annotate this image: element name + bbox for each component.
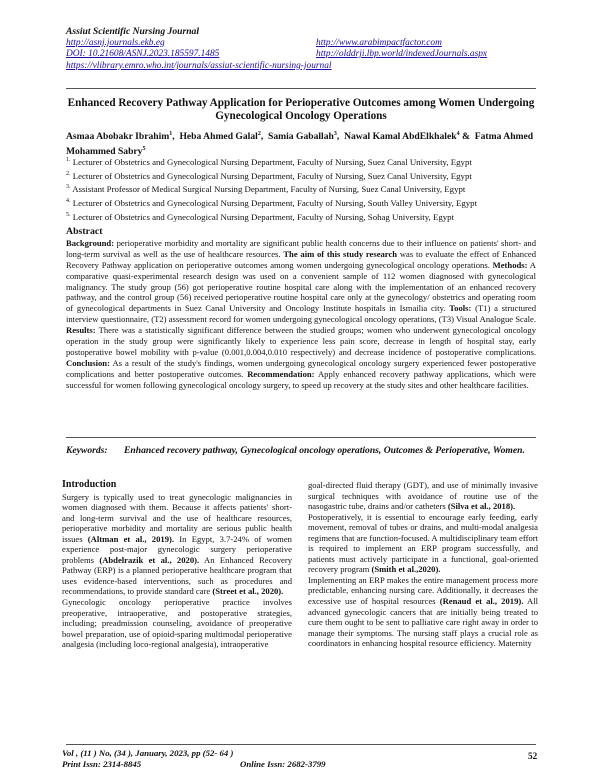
doi-link[interactable]: DOI: 10.21608/ASNJ.2023.185597.1485 [66, 49, 220, 60]
paragraph: Surgery is typically used to treat gynecologic malignancies in women diagnosed with them. Because it affects patients' short- and long-term survival and the use of healthcare resources, perioperative morbidity and mortality are serious public health issues (Altman et al., 2019). In Egypt, 3.7-24% of women experience post-major gynecologic surgery perioperative problems (Abdelrazik et al., 2020). An Enhanced Recovery Pathway (ERP) is a planned perioperative healthcare program that uses evidence-based interventions, such as procedures and recommendations, to provide standard care (Street et al., 2020). [62, 491, 292, 597]
affiliation-list [66, 155, 536, 224]
author: Nawal Kamal AbdElkhalek [344, 131, 457, 143]
footer-rule [66, 744, 536, 745]
paragraph: Implementing an ERP makes the entire management process more predictable, enhancing nursing care. Additionally, it decreases the excessive use of hospital resources (Renaud et al., 2019). All advanced gynecologic cancers that are initially being treated to cure them ought to be sent to palliative care right away in order to manage their symptoms. The nursing staff plays a crucial role as coordinators in enhancing hospital resource efficiency. Maternity [308, 574, 538, 649]
paragraph: goal-directed fluid therapy (GDT), and use of minimally invasive surgical techniques with avoidance of routine use of the nasogastric tube, drains and/or catheters (Silva et al., 2018). [308, 480, 538, 512]
affiliation: $^{2.}$ Lecturer of Obstetrics and Gynecological Nursing Department, Faculty of Nursing, Suez Canal University, Egypt [66, 170, 472, 181]
keywords-value: Enhanced recovery pathway, Gynecological oncology operations, Outcomes & Perioperative, Women. [124, 445, 525, 456]
affiliation: $^{5.}$ Lecturer of Obstetrics and Gynecological Nursing Department, Faculty of Nursing, Sohag University, Egypt [66, 211, 454, 222]
affiliation: $^{3.}$ Assistant Professor of Medical Surgical Nursing Department, Faculty of Nursing, Suez Canal University, Egypt [66, 184, 466, 195]
print-issn: Print Issn: 2314-8845 [62, 759, 142, 769]
emro-link[interactable]: https://vlibrary.emro.who.int/journals/assiut-scientific-nursing-journal [66, 60, 332, 71]
journal-link[interactable]: http://asnj.journals.ekb.eg [66, 37, 165, 48]
online-issn: Online Issn: 2682-3799 [240, 759, 326, 769]
author: Samia Gaballah [268, 131, 334, 143]
author-list: Asmaa Abobakr Ibrahim$^1$, Heba Ahmed Galal$^2$, Samia Gaballah$^3$, Nawal Kamal AbdElkhalek$^4$ & Fatma Ahmed Mohammed Sabry$^5$ [66, 131, 534, 158]
abstract [66, 227, 536, 391]
abstract-heading: Abstract [66, 226, 103, 237]
abstract-rule [66, 437, 536, 438]
author: Heba Ahmed Galal [179, 131, 258, 143]
abstract-body: Background: perioperative morbidity and mortality are significant public health concerns due to their influence on patients' short- and long-term survival as well as the use of healthcare resources. The aim of this study research was to evaluate the effect of Enhanced Recovery Pathway application on perioperative outcomes among women undergoing gynecological oncology operations. Methods: A comparative quasi-experimental research design was used on a convenient sample of 112 women diagnosed with gynecological malignancy. The study group (56) got perioperative routine hospital care along with the implementation of an enhanced recovery pathway, and the control group (56) received perioperative routine hospital care only at the gynecology/ obstetrics and operating room of gynecological departments in Suez Canal University and Oncology Institute hospitals in Ismailia city. Tools: (T1) a structured interview questionnaire, (T2) assessment record for women undergoing gynecological oncology operations, (T3) Visual Analogue Scale. Results: There was a statistically significant difference between the studied groups; women who underwent gynecological oncology operation in the study group were significantly likely to experience less pain score, decrease in length of hospital stay, early postoperative bowel mobility with p-value (0.001,0.004,0.010 respectively) and decrease incidence of postoperative complications. Conclusion: As a result of the study's findings, women undergoing gynecological oncology surgery experienced fewer postoperative complications and better postoperative outcomes. Recommendation: Apply enhanced recovery pathway applications, which were successful for women following gynecological oncology surgery, to speed up recovery at the study sites and other healthcare facilities. [66, 237, 536, 390]
arab-impact-link[interactable]: http://www.arabimpactfactor.com [316, 37, 442, 48]
page-number: 52 [528, 751, 538, 761]
paragraph: Postoperatively, it is essential to encourage early feeding, early movement, removal of tubes or drains, and multi-modal analgesia regimens that are function-focused. A multidisciplinary team effort is required to implement an ERP program successfully, and patients must actively participate in a functional, goal-oriented recovery program (Smith et al.,2020). [308, 511, 538, 575]
affiliation: $^{1.}$ Lecturer of Obstetrics and Gynecological Nursing Department, Faculty of Nursing, Suez Canal University, Egypt [66, 156, 472, 167]
journal-title: Assiut Scientific Nursing Journal [66, 26, 200, 37]
intro-heading: Introduction [62, 479, 117, 490]
paragraph: Gynecologic oncology perioperative practice involves preoperative, intraoperative, and postoperative strategies, including; preadmission counseling, avoidance of preoperative bowel preparation, use of opioid-sparing multimodal perioperative analgesia (including loco-regional analgesia), intraoperative [62, 597, 292, 650]
paper-title: Enhanced Recovery Pathway Application for Perioperative Outcomes among Women Undergoing Gynecological Oncology Operations [67, 97, 535, 123]
keywords-label: Keywords: [66, 445, 108, 456]
header-rule [66, 88, 536, 89]
journal-header [66, 26, 536, 72]
footer [62, 748, 542, 770]
affiliation: $^{4.}$ Lecturer of Obstetrics and Gynecological Nursing Department, Faculty of Nursing, South Valley University, Egypt [66, 198, 478, 209]
keywords [66, 445, 536, 458]
drji-link[interactable]: http://olddrji.lbp.world/indexedJournals.aspx [316, 49, 488, 60]
right-column [308, 480, 538, 649]
left-column [62, 480, 292, 650]
author: Asmaa Abobakr Ibrahim [66, 131, 170, 143]
volume-info: Vol , (11 ) No, (34 ), January, 2023, pp (52- 64 ) [62, 748, 234, 758]
author: Fatma Ahmed Mohammed Sabry [66, 131, 534, 158]
